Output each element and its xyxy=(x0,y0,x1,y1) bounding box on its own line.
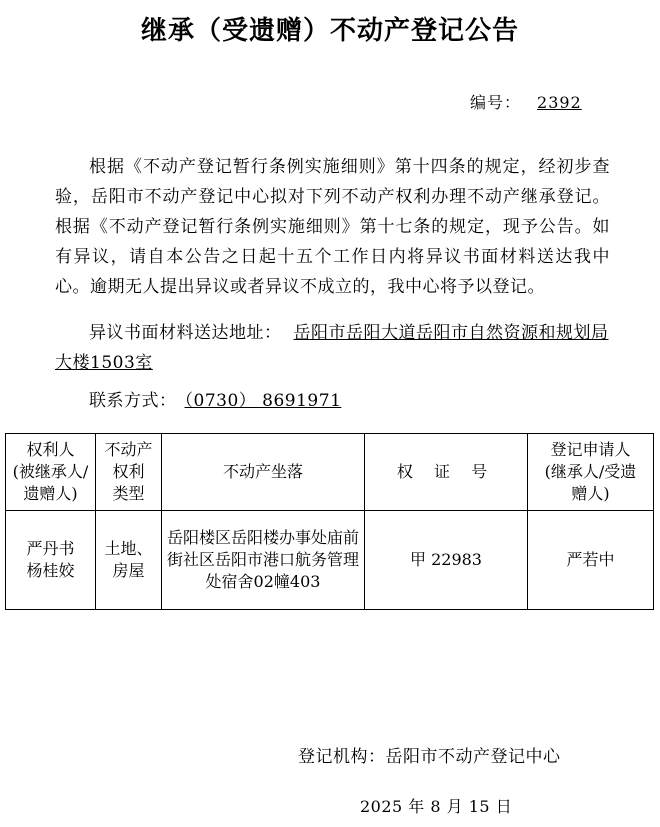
contact-value: （0730） 8691971 xyxy=(184,391,342,411)
contact-label: 联系方式： xyxy=(89,391,177,411)
serial-value: 2392 xyxy=(537,93,582,112)
header-cert-no: 权 证 号 xyxy=(365,434,528,511)
header-right-type: 不动产 权利 类型 xyxy=(96,434,162,511)
registration-authority: 登记机构：岳阳市不动产登记中心 xyxy=(298,747,561,767)
cell-cert-no: 甲 22983 xyxy=(365,511,528,610)
table-header-row xyxy=(6,434,654,511)
cell-applicant: 严若中 xyxy=(528,511,654,610)
header-applicant: 登记申请人 (继承人/受遗 赠人) xyxy=(528,434,654,511)
table-row xyxy=(6,511,654,610)
address-value: 岳阳市岳阳大道岳阳市自然资源和规划局大楼1503室 xyxy=(55,323,609,373)
cell-owner: 严丹书 杨桂姣 xyxy=(6,511,96,610)
contact-info xyxy=(89,386,359,411)
announcement-body: 根据《不动产登记暂行条例实施细则》第十四条的规定，经初步查验，岳阳市不动产登记中心拟对下列不动产权利办理不动产继承登记。根据《不动产登记暂行条例实施细则》第十七条的规定，现予公告。如有异议，请自本公告之日起十五个工作日内将异议书面材料送达我中心。逾期无人提出异议或者异议不成立的，我中心将予以登记。 xyxy=(55,157,610,297)
cell-right-type: 土地、 房屋 xyxy=(96,511,162,610)
serial-number xyxy=(470,90,582,113)
registration-table xyxy=(5,433,654,610)
cell-location: 岳阳楼区岳阳楼办事处庙前街社区岳阳市港口航务管理处宿舍02幢403 xyxy=(162,511,365,610)
serial-label: 编号： xyxy=(470,93,522,112)
announcement-date: 2025 年 8 月 15 日 xyxy=(360,797,513,816)
header-owner: 权利人 (被继承人/ 遗赠人) xyxy=(6,434,96,511)
document-title: 继承（受遗赠）不动产登记公告 xyxy=(140,16,519,46)
address-label: 异议书面材料送达地址： xyxy=(89,323,282,343)
header-location: 不动产坐落 xyxy=(162,434,365,511)
objection-address xyxy=(55,318,610,378)
